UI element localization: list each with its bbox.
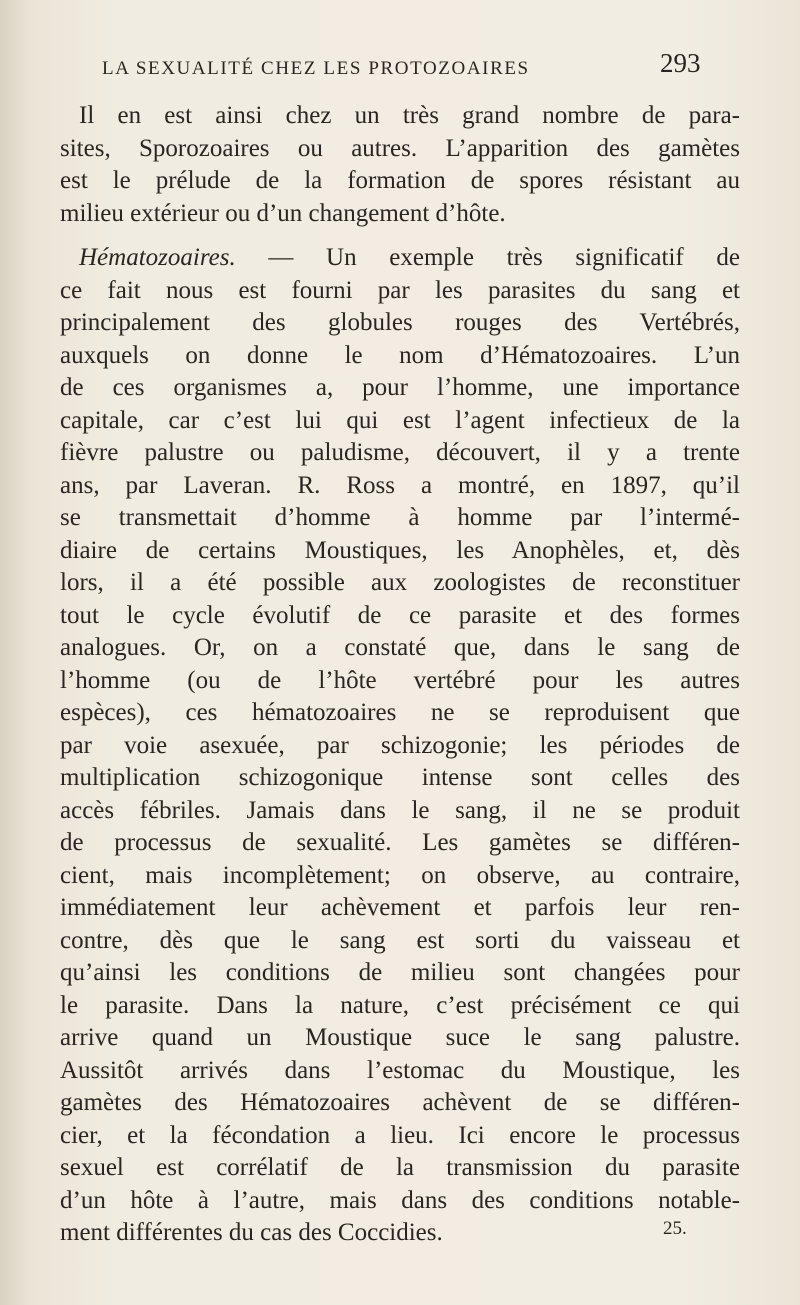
section-title-rest: — Un exemple très significatif de (235, 244, 740, 271)
text-line: multiplication schizogonique intense sont celles des (60, 764, 740, 791)
text-line: d’un hôte à l’autre, mais dans des conditions notable- (60, 1186, 740, 1214)
text-line: principalement des globules rouges des Vertébrés, (60, 309, 740, 336)
text-line: Aussitôt arrivés dans l’estomac du Moustique, les (60, 1056, 740, 1084)
text-line: ce fait nous est fourni par les parasites du sang et (60, 276, 740, 304)
text-line: diaire de certains Moustiques, les Anophèles, et, dès (60, 536, 740, 564)
text-line: l’homme (ou de l’hôte vertébré pour les autres (60, 666, 740, 694)
text-line: capitale, car c’est lui qui est l’agent infectieux de la (60, 406, 740, 434)
text-line: arrive quand un Moustique suce le sang palustre. (60, 1024, 740, 1051)
text-line: ment différentes du cas des Coccidies. (60, 1219, 443, 1246)
page-number: 293 (660, 48, 701, 78)
text-line: qu’ainsi les conditions de milieu sont changées pour (60, 959, 740, 986)
text-line: sexuel est corrélatif de la transmission du parasite (60, 1154, 740, 1181)
text-line: contre, dès que le sang est sorti du vaisseau et (60, 926, 740, 954)
text-line: de processus de sexualité. Les gamètes se différen- (60, 829, 740, 856)
body-text (60, 100, 740, 1250)
text-line: par voie asexuée, par schizogonie; les périodes de (60, 731, 740, 759)
paragraph-1 (60, 100, 740, 230)
text-line: lors, il a été possible aux zoologistes de reconstituer (60, 569, 740, 596)
text-line: cier, et la fécondation a lieu. Ici encore le processus (60, 1121, 740, 1149)
text-line: tout le cycle évolutif de ce parasite et des formes (60, 601, 740, 629)
section-title: Hématozoaires. (79, 244, 236, 271)
running-title: LA SEXUALITÉ CHEZ LES PROTOZOAIRES (102, 58, 530, 79)
text-line: cient, mais incomplètement; on observe, au contraire, (60, 861, 740, 889)
text-line: accès fébriles. Jamais dans le sang, il ne se produit (60, 796, 740, 824)
text-line: fièvre palustre ou paludisme, découvert, il y a trente (60, 439, 740, 466)
text-line: immédiatement leur achèvement et parfois leur ren- (60, 894, 740, 921)
text-line: ans, par Laveran. R. Ross a montré, en 1897, qu’il (60, 471, 740, 499)
text-line: auxquels on donne le nom d’Hématozoaires. L’un (60, 341, 740, 369)
text-line: de ces organismes a, pour l’homme, une importance (60, 374, 740, 401)
text-line (60, 242, 740, 275)
text-line: sites, Sporozoaires ou autres. L’apparition des gamètes (60, 134, 740, 162)
text-line: se transmettait d’homme à homme par l’intermé- (60, 504, 740, 531)
text-line: milieu extérieur ou d’un changement d’hôte. (60, 199, 506, 227)
text-line: espèces), ces hématozoaires ne se reproduisent que (60, 699, 740, 726)
text-line: analogues. Or, on a constaté que, dans le sang de (60, 634, 740, 661)
signature-mark: 25. (663, 1218, 687, 1239)
text-line: le parasite. Dans la nature, c’est précisément ce qui (60, 991, 740, 1019)
page-header (102, 48, 800, 98)
text-line: Il en est ainsi chez un très grand nombre de para- (79, 102, 740, 129)
text-line: gamètes des Hématozoaires achèvent de se différen- (60, 1089, 740, 1116)
paragraph-2 (60, 242, 740, 1250)
text-line: est le prélude de la formation de spores résistant au (60, 167, 740, 194)
